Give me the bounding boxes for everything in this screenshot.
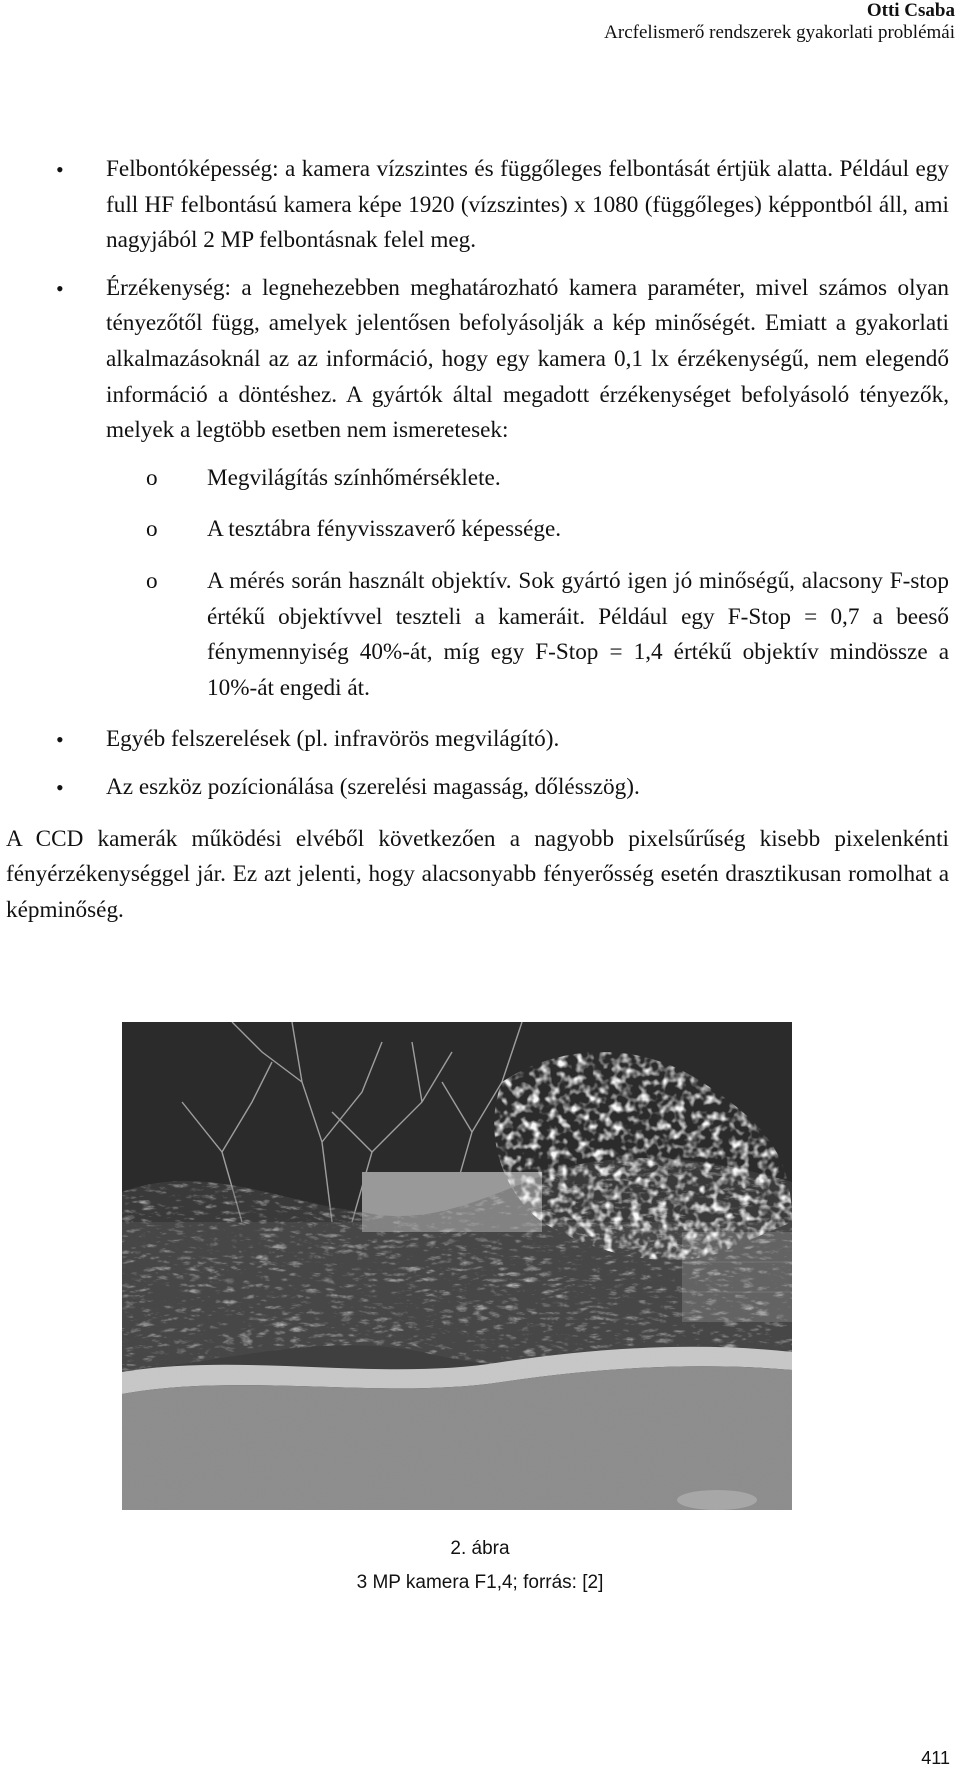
bullet-marker: • (56, 157, 64, 182)
list-item (6, 271, 954, 449)
header-title: Arcfelismerő rendszerek gyakorlati problémái (604, 22, 955, 43)
figure-caption: 3 MP kamera F1,4; forrás: [2] (356, 1572, 604, 1593)
header-author: Otti Csaba (866, 0, 955, 21)
page-number: 411 (921, 1748, 950, 1768)
running-header (604, 0, 955, 44)
sub-list-item (6, 461, 954, 497)
sub-list-item (6, 512, 954, 548)
bullet-marker: • (56, 727, 64, 753)
list-item (6, 722, 954, 758)
body-paragraph: A CCD kamerák működési elvéből következően a nagyobb pixelsűrűség kisebb pixelenkénti fényérzékenységgel jár. Ez azt jelenti, hogy alacsonyabb fényerősség esetén drasztikusan romolhat a képminőség. (6, 825, 949, 923)
list-item-text: Érzékenység: a legnehezebben meghatározható kamera paraméter, mivel számos olyan tényezőtől függ, amelyek jelentősen befolyásolják a kép minőségét. Emiatt a gyakorlati alkalmazásoknál az az információ, hogy egy kamera 0,1 lx érzékenységű, nem elegendő információ a döntéshez. A gyártók által megadott érzékenységet befolyásoló tényezők, melyek a legtöbb esetben nem ismeretesek: (106, 274, 949, 444)
sub-bullet-marker: o (146, 516, 158, 543)
list-item-text: Az eszköz pozícionálása (szerelési magasság, dőlésszög). (106, 773, 640, 800)
list-item-text: Egyéb felszerelések (pl. infravörös megvilágító). (106, 726, 560, 753)
sub-list-item-text: A tesztábra fényvisszaverő képessége. (207, 516, 562, 543)
sub-list (6, 461, 954, 707)
sub-list-item-text: A mérés során használt objektív. Sok gyártó igen jó minőségű, alacsony F-stop értékű objektívvel teszteli a kameráit. Például egy F-Stop = 0,7 a beeső fénymennyiség 40%-át, míg egy F-Stop = 1,4 értékű objektív mindössze a 10%-át engedi át. (207, 567, 949, 701)
main-text (6, 152, 954, 928)
list-item-text: Felbontóképesség: a kamera vízszintes és függőleges felbontását értjük alatta. Például egy full HF felbontású kamera képe 1920 (vízszintes) x 1080 (függőleges) képpontból áll, ami nagyjából 2 MP felbontásnak felel meg. (106, 156, 949, 254)
figure-image (122, 1022, 792, 1510)
list-item (6, 770, 954, 806)
bullet-marker: • (56, 275, 64, 301)
figure-number: 2. ábra (450, 1538, 510, 1559)
sub-bullet-marker: o (146, 464, 158, 491)
night-garden-photo (122, 1022, 792, 1510)
list-item (6, 152, 954, 259)
sub-bullet-marker: o (146, 567, 158, 594)
sub-list-item-text: Megvilágítás színhőmérséklete. (207, 464, 501, 491)
sub-list-item (6, 564, 954, 706)
bullet-marker: • (56, 774, 64, 800)
